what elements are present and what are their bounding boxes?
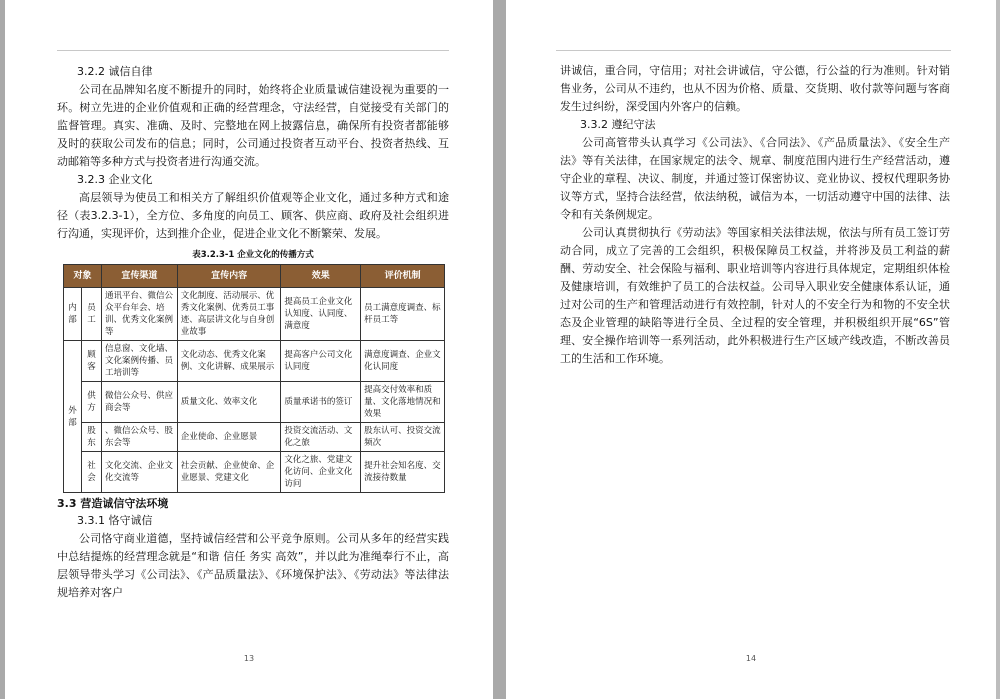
row-object: 供 方	[81, 382, 101, 423]
cell-eval: 满意度调查、企业文化认同度	[361, 341, 445, 382]
header-rule	[556, 50, 951, 51]
page-body	[57, 63, 449, 602]
cell-eval: 提高交付效率和质量、文化落地情况和效果	[361, 382, 445, 423]
paragraph: 公司在品牌知名度不断提升的同时，始终将企业质量诚信建设视为重要的一环。树立先进的企业价值观和正确的经营理念，守法经营，自觉接受有关部门的监督管理。真实、准确、及时、完整地在网上披露信息，确保所有投资者都能够及时的获取公司发布的信息；同时，公司通过投资者互动平台、投资者热线、互动邮箱等多种方式与投资者进行沟通交流。	[57, 83, 449, 168]
paragraph: 公司认真贯彻执行《劳动法》等国家相关法律法规，依法与所有员工签订劳动合同，成立了完善的工会组织，积极保障员工权益，并将涉及员工利益的薪酬、劳动安全、社会保险与福利、职业培训等内容进行具体规定，定期组织体检及健康培训，有效维护了员工的合法权益。公司导入职业安全健康体系认证，通过对公司的生产和管理活动进行有效控制，针对人的不安全行为和物的不安全状态及企业管理的缺陷等进行全员、全过程的安全管理，并积极组织开展“6S”管理、安全操作培训等一系列活动，此外积极进行生产区域产线改造，不断改善员工的生活和工作环境。	[560, 226, 950, 365]
cell-eval: 提升社会知名度、交流接待数量	[361, 452, 445, 493]
table-header: 宣传渠道	[101, 265, 177, 288]
paragraph: 公司恪守商业道德，坚持诚信经营和公平竞争原则。公司从多年的经营实践中总结提炼的经营理念就是“和谐 信任 务实 高效”，并以此为准绳奉行不止，高层领导带头学习《公司法》、《产品质量法》、《环境保护法》、《劳动法》等法律法规培养对客户	[57, 532, 449, 599]
vertical-scrollbar[interactable]	[996, 0, 1000, 699]
section-heading-3-3: 3.3 营造诚信守法环境	[57, 497, 169, 510]
table-header: 评价机制	[361, 265, 445, 288]
cell-effect: 提高客户公司文化认同度	[281, 341, 361, 382]
cell-eval: 股东认可、投资交流频次	[361, 423, 445, 452]
cell-channel: 通讯平台、微信公众平台年会、培训、优秀文化案例等	[101, 288, 177, 341]
paragraph: 讲诚信，重合同，守信用；对社会讲诚信，守公德，行公益的行为准则。针对销售业务，公司从不违约，也从不因为价格、质量、交货期、收付款等问题与客商发生过纠纷，深受国内外客户的信赖。	[560, 64, 950, 113]
header-rule	[57, 50, 449, 51]
cell-content: 质量文化、效率文化	[177, 382, 281, 423]
section-heading-3-3-1: 3.3.1 恪守诚信	[77, 514, 153, 527]
group-internal: 内 部	[64, 288, 82, 341]
paragraph: 高层领导为使员工和相关方了解组织价值观等企业文化，通过多种方式和途径（表3.2.3-1），全方位、多角度的向员工、顾客、供应商、政府及社会组织进行沟通，实现评价，达到推介企业，促进企业文化不断繁荣、发展。	[57, 191, 449, 240]
table-row	[64, 423, 445, 452]
row-object: 社 会	[81, 452, 101, 493]
culture-table	[63, 264, 445, 493]
table-row	[64, 382, 445, 423]
cell-channel: 微信公众号、供应商会等	[101, 382, 177, 423]
section-heading-3-2-3: 3.2.3 企业文化	[77, 173, 153, 186]
table-row	[64, 452, 445, 493]
group-external: 外 部	[64, 341, 82, 493]
cell-channel: 、微信公众号、股东会等	[101, 423, 177, 452]
cell-effect: 提高员工企业文化认知度、认同度、满意度	[281, 288, 361, 341]
cell-content: 社会贡献、企业使命、企业愿景、党建文化	[177, 452, 281, 493]
cell-content: 企业使命、企业愿景	[177, 423, 281, 452]
page-number: 13	[243, 654, 255, 663]
document-page-left	[5, 0, 493, 699]
cell-content: 文化动态、优秀文化案例、文化讲解、成果展示	[177, 341, 281, 382]
section-heading-3-2-2: 3.2.2 诚信自律	[77, 65, 153, 78]
row-object: 股 东	[81, 423, 101, 452]
page-body	[560, 62, 950, 368]
cell-effect: 文化之旅、党建文化访问、企业文化访问	[281, 452, 361, 493]
cell-content: 文化制度、活动展示、优秀文化案例、优秀员工事迹、高层讲文化与自身创业故事	[177, 288, 281, 341]
document-page-right	[506, 0, 996, 699]
section-heading-3-3-2: 3.3.2 遵纪守法	[580, 118, 656, 131]
table-header-row	[64, 265, 445, 288]
cell-channel: 文化交流、企业文化交流等	[101, 452, 177, 493]
page-number: 14	[745, 654, 757, 663]
cell-effect: 质量承诺书的签订	[281, 382, 361, 423]
table-caption: 表3.2.3-1 企业文化的传播方式	[192, 250, 314, 260]
paragraph: 公司高管带头认真学习《公司法》、《合同法》、《产品质量法》、《安全生产法》等有关法律，在国家规定的法令、规章、制度范围内进行生产经营活动，遵守企业的章程、决议、制度，并通过签订保密协议、竞业协议、授权代理职务协议等方式，坚持合法经营，依法纳税，诚信为本，一切活动遵守中国的法律、法令和有关条例规定。	[560, 136, 950, 221]
table-header: 效果	[281, 265, 361, 288]
table-row	[64, 341, 445, 382]
row-object: 员 工	[81, 288, 101, 341]
table-row	[64, 288, 445, 341]
table-header: 对象	[64, 265, 102, 288]
cell-eval: 员工满意度调查、标杆员工等	[361, 288, 445, 341]
table-header: 宣传内容	[177, 265, 281, 288]
row-object: 顾 客	[81, 341, 101, 382]
cell-effect: 投资交流活动、文化之旅	[281, 423, 361, 452]
cell-channel: 信息窗、文化墙、文化案例传播、员工培训等	[101, 341, 177, 382]
